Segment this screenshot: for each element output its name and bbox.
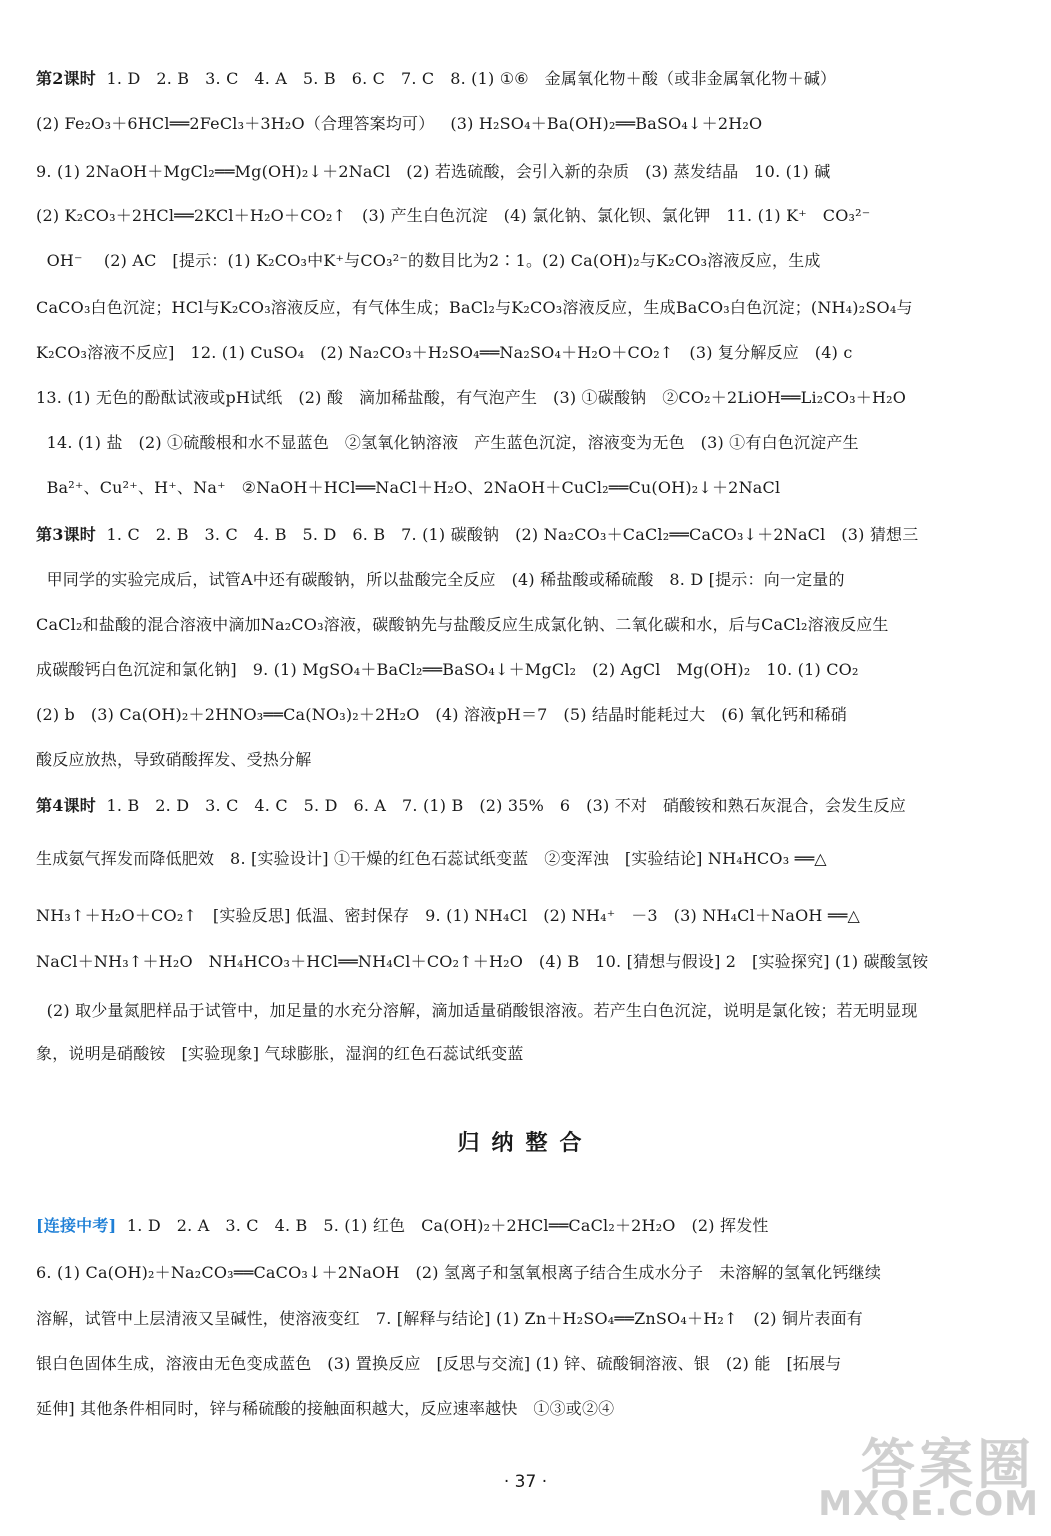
- answer-line: [36, 113, 762, 135]
- watermark-text-bottom: MXQE.COM: [818, 1484, 1039, 1524]
- answer-text: 银白色固体生成，溶液由无色变成蓝色 (3) 置换反应 [反思与交流] (1) 锌、硫酸铜溶液、银 (2) 能 [拓展与: [36, 1354, 842, 1373]
- answer-line: [36, 569, 845, 591]
- answer-line: [36, 1262, 881, 1284]
- answer-text: 14. (1) 盐 (2) ①硫酸根和水不显蓝色 ②氢氧化钠溶液 产生蓝色沉淀，溶液变为无色 (3) ①有白色沉淀产生: [36, 433, 859, 452]
- answer-text: CaCl₂和盐酸的混合溶液中滴加Na₂CO₃溶液，碳酸钠先与盐酸反应生成氯化钠、二氧化碳和水，后与CaCl₂溶液反应生: [36, 615, 889, 634]
- section-title: 归纳整合: [457, 1131, 594, 1156]
- answer-line: [36, 342, 853, 364]
- answer-text: (2) K₂CO₃＋2HCl══2KCl＋H₂O＋CO₂↑ (3) 产生白色沉淀 (4) 氯化钠、氯化钡、氯化钾 11. (1) K⁺ CO₃²⁻: [36, 206, 871, 225]
- answer-text: 酸反应放热，导致硝酸挥发、受热分解: [36, 750, 312, 769]
- answer-text: K₂CO₃溶液不反应] 12. (1) CuSO₄ (2) Na₂CO₃＋H₂SO₄══Na₂SO₄＋H₂O＋CO₂↑ (3) 复分解反应 (4) c: [36, 343, 853, 362]
- answer-line: [36, 704, 847, 726]
- answer-text: 6. (1) Ca(OH)₂＋Na₂CO₃══CaCO₃↓＋2NaOH (2) 氢离子和氢氧根离子结合生成水分子 未溶解的氢氧化钙继续: [36, 1263, 882, 1282]
- answer-line: [36, 1308, 863, 1330]
- answer-line: [36, 524, 918, 546]
- answer-line: [36, 250, 821, 272]
- watermark-text-top: 答案圈: [861, 1433, 1035, 1496]
- answer-line: [36, 297, 913, 319]
- answer-text: OH⁻ (2) AC [提示：(1) K₂CO₃中K⁺与CO₃²⁻的数目比为2∶1。(2) Ca(OH)₂与K₂CO₃溶液反应，生成: [36, 251, 821, 270]
- answer-text: 象，说明是硝酸铵 [实验现象] 气球膨胀，湿润的红色石蕊试纸变蓝: [36, 1044, 524, 1063]
- answer-line: [36, 68, 836, 90]
- answer-line: [36, 387, 906, 409]
- answer-text: 13. (1) 无色的酚酞试液或pH试纸 (2) 酸 滴加稀盐酸，有气泡产生 (3) ①碳酸钠 ②CO₂＋2LiOH══Li₂CO₃＋H₂O: [36, 388, 907, 407]
- answer-line: [36, 951, 928, 973]
- answer-text: NaCl＋NH₃↑＋H₂O NH₄HCO₃＋HCl══NH₄Cl＋CO₂↑＋H₂O (4) B 10. [猜想与假设] 2 [实验探究] (1) 碳酸氢铵: [36, 952, 929, 971]
- answer-text: 延伸] 其他条件相同时，锌与稀硫酸的接触面积越大，反应速率越快 ①③或②④: [36, 1399, 615, 1418]
- answer-text: Ba²⁺、Cu²⁺、H⁺、Na⁺ ②NaOH＋HCl══NaCl＋H₂O、2NaOH＋CuCl₂══Cu(OH)₂↓＋2NaCl: [36, 478, 781, 497]
- lesson-heading: 第3课时: [36, 525, 96, 544]
- watermark-logo: [818, 1422, 1045, 1532]
- answer-text: (2) 取少量氮肥样品于试管中，加足量的水充分溶解，滴加适量硝酸银溶液。若产生白色沉淀，说明是氯化铵；若无明显现: [36, 1001, 918, 1020]
- answer-line: [36, 161, 830, 183]
- answer-text: 甲同学的实验完成后，试管A中还有碳酸钠，所以盐酸完全反应 (4) 稀盐酸或稀硫酸 8. D [提示：向一定量的: [36, 570, 845, 589]
- answer-line: [36, 905, 860, 927]
- answer-text: 1. D 2. A 3. C 4. B 5. (1) 红色 Ca(OH)₂＋2HCl══CaCl₂＋2H₂O (2) 挥发性: [116, 1216, 769, 1235]
- answer-text: (2) Fe₂O₃＋6HCl══2FeCl₃＋3H₂O（合理答案均可） (3) H₂SO₄＋Ba(OH)₂══BaSO₄↓＋2H₂O: [36, 114, 763, 133]
- answer-line: [36, 749, 311, 771]
- answer-text: 1. C 2. B 3. C 4. B 5. D 6. B 7. (1) 碳酸钠 (2) Na₂CO₃＋CaCl₂══CaCO₃↓＋2NaCl (3) 猜想三: [95, 525, 919, 544]
- exam-link-tag: [连接中考]: [36, 1216, 117, 1235]
- answer-text: 9. (1) 2NaOH＋MgCl₂══Mg(OH)₂↓＋2NaCl (2) 若选硫酸，会引入新的杂质 (3) 蒸发结晶 10. (1) 碱: [36, 162, 831, 181]
- answer-text: 溶解，试管中上层清液又呈碱性，使溶液变红 7. [解释与结论] (1) Zn＋H₂SO₄══ZnSO₄＋H₂↑ (2) 铜片表面有: [36, 1309, 863, 1328]
- answer-line: [36, 1215, 769, 1237]
- answer-text: 成碳酸钙白色沉淀和氯化钠] 9. (1) MgSO₄＋BaCl₂══BaSO₄↓＋MgCl₂ (2) AgCl Mg(OH)₂ 10. (1) CO₂: [36, 660, 859, 679]
- answer-line: [36, 795, 906, 817]
- answer-line: [36, 659, 859, 681]
- lesson-heading: 第4课时: [36, 796, 96, 815]
- answer-text: 生成氨气挥发而降低肥效 8. [实验设计] ①干燥的红色石蕊试纸变蓝 ②变浑浊 [实验结论] NH₄HCO₃ ══△: [36, 849, 827, 868]
- answer-line: [36, 1043, 524, 1065]
- answer-line: [36, 1398, 614, 1420]
- answer-line: [36, 1353, 842, 1375]
- answer-line: [36, 432, 859, 454]
- answer-text: 1. D 2. B 3. C 4. A 5. B 6. C 7. C 8. (1) ①⑥ 金属氧化物＋酸（或非金属氧化物＋碱）: [95, 69, 837, 88]
- answer-line: [36, 1000, 918, 1022]
- lesson-heading: 第2课时: [36, 69, 96, 88]
- answer-line: [36, 614, 889, 636]
- answer-line: [36, 205, 870, 227]
- answer-line: [36, 477, 780, 499]
- answer-line: [36, 848, 827, 870]
- answer-text: CaCO₃白色沉淀；HCl与K₂CO₃溶液反应，有气体生成；BaCl₂与K₂CO₃溶液反应，生成BaCO₃白色沉淀；(NH₄)₂SO₄与: [36, 298, 913, 317]
- answer-text: NH₃↑＋H₂O＋CO₂↑ [实验反思] 低温、密封保存 9. (1) NH₄Cl (2) NH₄⁺ －3 (3) NH₄Cl＋NaOH ══△: [36, 906, 861, 925]
- page-number: · 37 ·: [503, 1472, 548, 1492]
- answer-text: 1. B 2. D 3. C 4. C 5. D 6. A 7. (1) B (2) 35% 6 (3) 不对 硝酸铵和熟石灰混合，会发生反应: [95, 796, 906, 815]
- answer-text: (2) b (3) Ca(OH)₂＋2HNO₃══Ca(NO₃)₂＋2H₂O (4) 溶液pH＝7 (5) 结晶时能耗过大 (6) 氧化钙和稀硝: [36, 705, 847, 724]
